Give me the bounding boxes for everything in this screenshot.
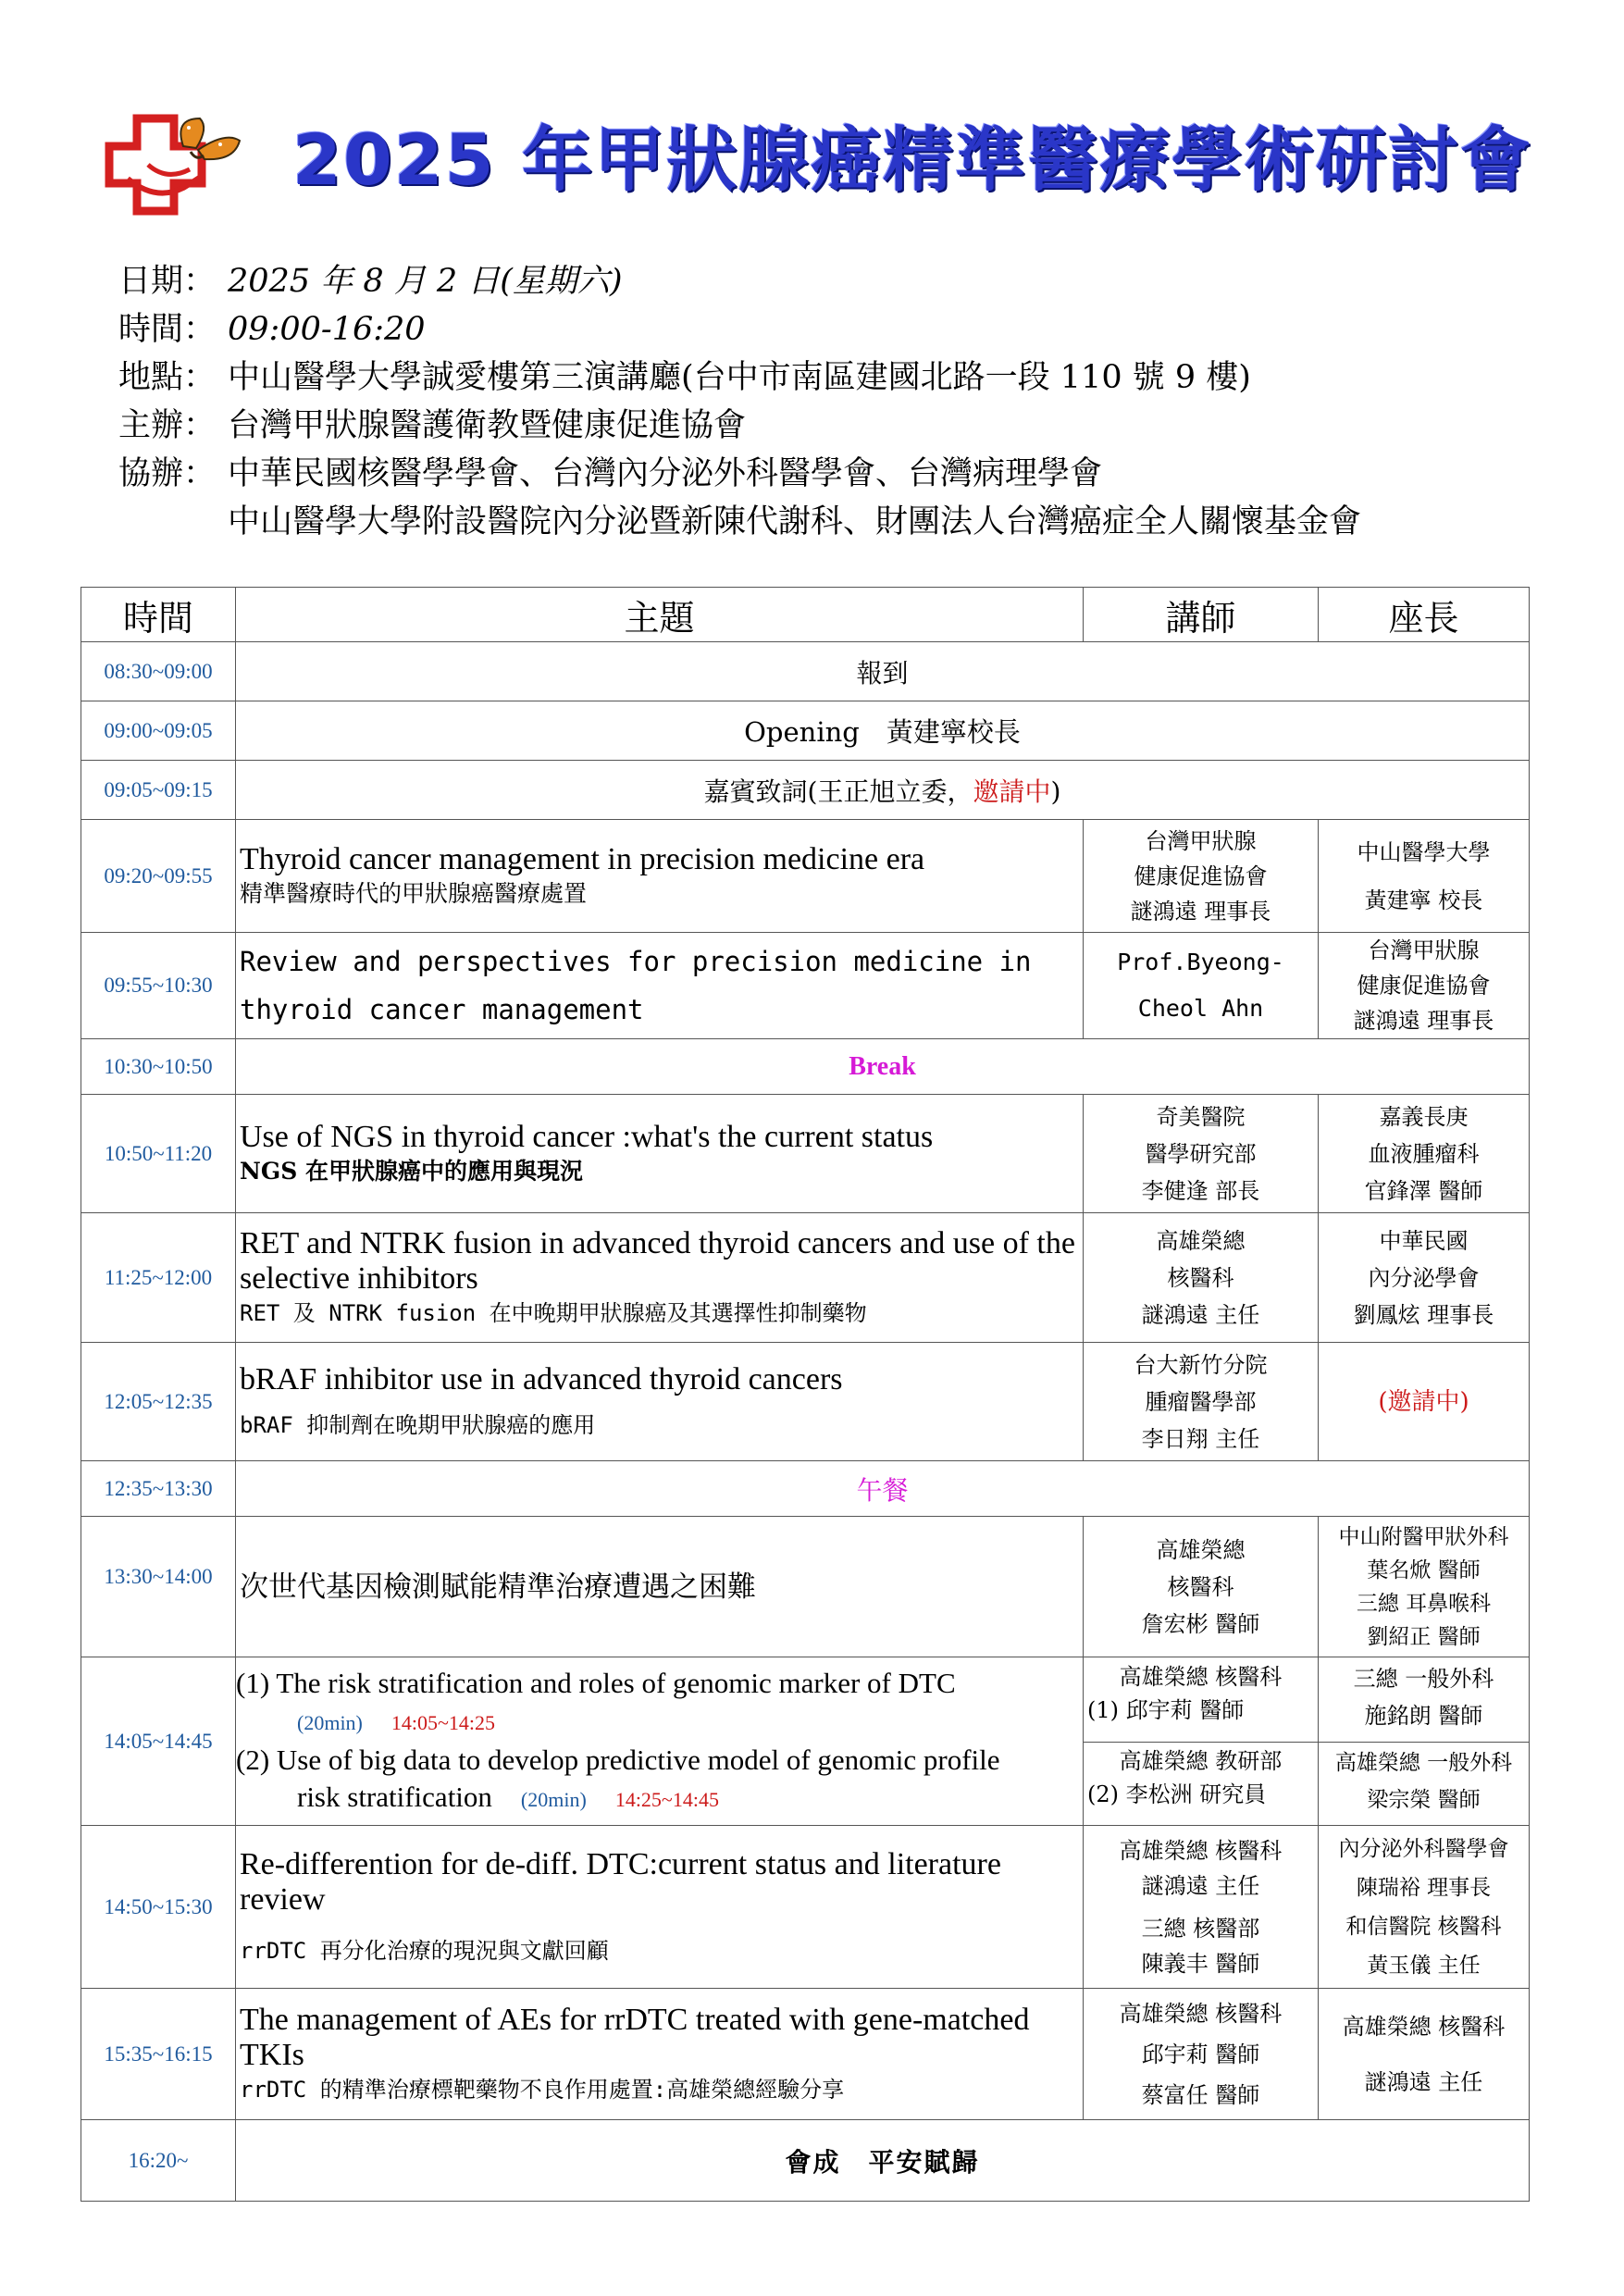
table-row — [81, 701, 1530, 761]
chair-line: 和信醫院 核醫科 — [1345, 1914, 1502, 1939]
chair-line: 官鋒澤 醫師 — [1364, 1177, 1483, 1204]
chair-line: 高雄榮總 一般外科 — [1334, 1751, 1513, 1775]
session-topic — [236, 761, 1530, 820]
speaker-cell — [1084, 820, 1319, 933]
table-row — [81, 1461, 1530, 1517]
session-topic — [236, 1826, 1084, 1989]
speaker-line: 醫學研究部 — [1145, 1140, 1257, 1167]
speaker-line: 李健逢 部長 — [1141, 1177, 1260, 1204]
session-time: 14:50~15:30 — [81, 1826, 236, 1989]
event-info — [118, 257, 1525, 546]
table-row — [81, 820, 1530, 933]
chair-2 — [1319, 1742, 1529, 1824]
greeting-close: ) — [1050, 776, 1061, 807]
speaker-line: 核醫科 — [1167, 1573, 1234, 1600]
chair-line: 嘉義長庚 — [1379, 1103, 1469, 1130]
topic-chinese: 精準醫療時代的甲狀腺癌醫療處置 — [240, 879, 588, 907]
speaker-cell — [1084, 1517, 1319, 1657]
session-time: 09:20~09:55 — [81, 820, 236, 933]
chair-line: 中山附醫甲狀外科 — [1338, 1524, 1509, 1549]
time-value: 09:00-16:20 — [228, 311, 426, 348]
session-time: 12:05~12:35 — [81, 1343, 236, 1461]
table-row — [81, 642, 1530, 701]
table-row — [81, 933, 1530, 1039]
speaker-line: 三總 核醫部 — [1141, 1915, 1260, 1942]
chair-cell — [1319, 1989, 1530, 2120]
session-topic — [236, 820, 1084, 933]
chair-line: 中山醫學大學 — [1357, 838, 1491, 865]
session-time: 09:00~09:05 — [81, 701, 236, 761]
session-topic — [236, 1657, 1084, 1826]
header-time: 時間 — [81, 588, 236, 642]
agenda-table — [81, 587, 1530, 2202]
chair-cell — [1319, 820, 1530, 933]
topic-chinese: rrDTC 再分化治療的現況與文獻回顧 — [240, 1937, 609, 1964]
session-topic: Opening 黃建寧校長 — [236, 701, 1530, 761]
session-topic: 報到 — [236, 642, 1530, 701]
subtopic-1-time: 14:05~14:25 — [391, 1710, 496, 1734]
subtopic-1: (1) The risk stratification and roles of genomic marker of DTC — [236, 1666, 956, 1699]
speaker-line: 台大新竹分院 — [1134, 1351, 1268, 1378]
date-value: 2025 年 8 月 2 日(星期六) — [228, 263, 623, 300]
co-host-label: 協辦： — [118, 455, 217, 492]
chair-line: 台灣甲狀腺 — [1368, 937, 1480, 963]
header-chair: 座長 — [1319, 588, 1530, 642]
session-time: 10:30~10:50 — [81, 1039, 236, 1095]
subtopic-2: (2) Use of big data to develop predictive model of genomic profile — [236, 1743, 1000, 1776]
topic-english: RET and NTRK fusion in advanced thyroid cancers and use of the selective inhibitors — [240, 1225, 1075, 1296]
chair-line: 劉鳳炫 理事長 — [1353, 1301, 1494, 1328]
session-time: 09:55~10:30 — [81, 933, 236, 1039]
chair-line: 陳瑞裕 理事長 — [1356, 1875, 1492, 1900]
topic-chinese: rrDTC 的精準治療標靶藥物不良作用處置:高雄榮總經驗分享 — [240, 2076, 845, 2103]
speaker-line: 腫瘤醫學部 — [1145, 1388, 1257, 1415]
topic-chinese: 次世代基因檢測賦能精準治療遭遇之困難 — [240, 1570, 756, 1604]
invited-text: 邀請中 — [973, 776, 1051, 807]
speaker-cell — [1084, 1095, 1319, 1213]
speaker-line: 高雄榮總 核醫科 — [1119, 2000, 1283, 2027]
speaker-line: 謎鴻遠 理事長 — [1130, 898, 1271, 925]
table-row — [81, 1343, 1530, 1461]
venue-label: 地點： — [118, 359, 217, 396]
speaker-line: 核醫科 — [1167, 1264, 1234, 1291]
subtopic-1-meta — [236, 1702, 1083, 1742]
co-host-value-1: 中華民國核醫學學會、台灣內分泌外科醫學會、台灣病理學會 — [228, 455, 1103, 492]
speaker-cell — [1084, 1343, 1319, 1461]
subtopic-2-time: 14:25~14:45 — [614, 1787, 719, 1811]
table-row — [81, 1095, 1530, 1213]
table-row — [81, 1826, 1530, 1989]
speaker-cell — [1084, 1213, 1319, 1343]
speaker-2 — [1084, 1742, 1318, 1824]
speaker-line: 邱宇莉 醫師 — [1141, 2041, 1260, 2067]
topic-english: The management of AEs for rrDTC treated with gene-matched TKIs — [240, 2002, 1030, 2072]
chair-line: 高雄榮總 核醫科 — [1342, 2013, 1506, 2040]
chair-line: 內分泌學會 — [1368, 1264, 1480, 1291]
chair-line: 三總 一般外科 — [1353, 1666, 1494, 1692]
session-time: 09:05~09:15 — [81, 761, 236, 820]
speaker-cell — [1084, 933, 1319, 1039]
closing-text: 會成 平安賦歸 — [236, 2120, 1530, 2202]
session-topic — [236, 1095, 1084, 1213]
topic-chinese: bRAF 抑制劑在晚期甲狀腺癌的應用 — [240, 1411, 596, 1438]
table-row — [81, 761, 1530, 820]
topic-english: Use of NGS in thyroid cancer :what's the current status — [240, 1119, 934, 1154]
chair-cell — [1319, 1517, 1530, 1657]
session-time: 10:50~11:20 — [81, 1095, 236, 1213]
speaker-line: 高雄榮總 教研部 — [1119, 1748, 1283, 1774]
session-time: 11:25~12:00 — [81, 1213, 236, 1343]
speaker-line: 謎鴻遠 主任 — [1141, 1301, 1260, 1328]
venue-row — [118, 354, 1525, 402]
session-time: 15:35~16:15 — [81, 1989, 236, 2120]
session-topic — [236, 1213, 1084, 1343]
time-label: 時間： — [118, 311, 217, 348]
chair-1 — [1319, 1658, 1529, 1742]
chair-line: 葉名焮 醫師 — [1367, 1558, 1481, 1582]
chair-line: 謎鴻遠 主任 — [1364, 2068, 1483, 2095]
speaker-line: (1) 邱宇莉 醫師 — [1087, 1697, 1245, 1723]
speaker-line: 蔡富任 醫師 — [1141, 2081, 1260, 2108]
speaker-line: 高雄榮總 — [1156, 1227, 1246, 1254]
break-label: Break — [236, 1039, 1530, 1095]
host-row — [118, 402, 1525, 450]
table-row — [81, 1657, 1530, 1826]
subtopic-1-duration: (20min) — [297, 1710, 363, 1734]
chair-line: 中華民國 — [1379, 1227, 1469, 1254]
subtopic-2-cont: risk stratification — [297, 1780, 492, 1813]
session-time: 13:30~14:00 — [81, 1517, 236, 1657]
session-time: 16:20~ — [81, 2120, 236, 2202]
host-value: 台灣甲狀腺醫護衛教暨健康促進協會 — [228, 407, 747, 444]
page-title: 2025 年甲狀腺癌精準醫療學術研討會 — [292, 118, 1532, 201]
speaker-line: 高雄榮總 核醫科 — [1119, 1837, 1283, 1864]
chair-line: 三總 耳鼻喉科 — [1356, 1591, 1492, 1616]
session-topic — [236, 1989, 1084, 2120]
session-time: 14:05~14:45 — [81, 1657, 236, 1826]
speaker-line: 陳義丰 醫師 — [1141, 1950, 1260, 1977]
speaker-cell — [1084, 1826, 1319, 1989]
chair-line: 健康促進協會 — [1357, 973, 1491, 999]
host-label: 主辦： — [118, 407, 217, 444]
speaker-line: Cheol Ahn — [1137, 995, 1264, 1022]
chair-cell — [1319, 1095, 1530, 1213]
speaker-cell — [1084, 1657, 1319, 1826]
speaker-line: (2) 李松洲 研究員 — [1087, 1781, 1267, 1807]
speaker-line: Prof.Byeong- — [1117, 949, 1284, 975]
speaker-line: 李日翔 主任 — [1141, 1425, 1260, 1452]
logo-cross-butterfly-icon — [100, 91, 248, 239]
chair-line: 黃建寧 校長 — [1364, 887, 1483, 913]
chair-cell — [1319, 1826, 1530, 1989]
co-host-value-2: 中山醫學大學附設醫院內分泌暨新陳代謝科、財團法人台灣癌症全人關懷基金會 — [228, 503, 1362, 540]
chair-line: 血液腫瘤科 — [1368, 1140, 1480, 1167]
session-topic — [236, 1517, 1084, 1657]
chair-invited: (邀請中) — [1319, 1343, 1530, 1461]
chair-cell — [1319, 1657, 1530, 1826]
topic-english: Review and perspectives for precision medicine in thyroid cancer management — [240, 946, 1032, 1025]
speaker-line: 詹宏彬 醫師 — [1141, 1610, 1260, 1637]
speaker-line: 台灣甲狀腺 — [1145, 827, 1257, 854]
table-row — [81, 1039, 1530, 1095]
chair-cell — [1319, 933, 1530, 1039]
chair-line: 梁宗榮 醫師 — [1367, 1788, 1481, 1812]
session-topic — [236, 1343, 1084, 1461]
chair-line: 施銘朗 醫師 — [1364, 1703, 1483, 1729]
speaker-line: 謎鴻遠 主任 — [1141, 1872, 1260, 1899]
date-label: 日期： — [118, 263, 217, 300]
speaker-line: 奇美醫院 — [1156, 1103, 1246, 1130]
speaker-1 — [1084, 1658, 1318, 1742]
chair-line: 內分泌外科醫學會 — [1338, 1836, 1509, 1861]
topic-english: Re-differention for de-diff. DTC:current status and literature review — [240, 1846, 1001, 1917]
chair-line: 黃玉儀 主任 — [1367, 1953, 1481, 1978]
venue-value: 中山醫學大學誠愛樓第三演講廳(台中市南區建國北路一段 110 號 9 樓) — [228, 359, 1251, 396]
session-topic — [236, 933, 1084, 1039]
speaker-cell — [1084, 1989, 1319, 2120]
table-row — [81, 1213, 1530, 1343]
topic-english: bRAF inhibitor use in advanced thyroid cancers — [240, 1361, 843, 1396]
chair-line: 謎鴻遠 理事長 — [1353, 1008, 1494, 1034]
speaker-line: 高雄榮總 核醫科 — [1119, 1664, 1283, 1690]
subtopic-2-meta — [236, 1779, 1083, 1818]
speaker-line: 高雄榮總 — [1156, 1536, 1246, 1563]
chair-line: 劉紹正 醫師 — [1367, 1624, 1481, 1649]
topic-english: Thyroid cancer management in precision medicine era — [240, 841, 925, 876]
header-topic: 主題 — [236, 588, 1084, 642]
table-row — [81, 2120, 1530, 2202]
table-row — [81, 1517, 1530, 1657]
header-speaker: 講師 — [1084, 588, 1319, 642]
session-time: 12:35~13:30 — [81, 1461, 236, 1517]
lunch-label: 午餐 — [236, 1461, 1530, 1517]
table-header-row — [81, 588, 1530, 642]
table-row — [81, 1989, 1530, 2120]
co-host-row — [118, 450, 1525, 498]
time-row — [118, 305, 1525, 354]
subtopic-2-duration: (20min) — [520, 1787, 587, 1811]
topic-chinese: RET 及 NTRK fusion 在中晚期甲狀腺癌及其選擇性抑制藥物 — [240, 1299, 867, 1326]
chair-cell — [1319, 1213, 1530, 1343]
greeting-text: 嘉賓致詞(王正旭立委， — [703, 776, 973, 807]
session-time: 08:30~09:00 — [81, 642, 236, 701]
speaker-line: 健康促進協會 — [1134, 863, 1268, 889]
date-row — [118, 257, 1525, 305]
topic-chinese: NGS 在甲狀腺癌中的應用與現況 — [240, 1157, 583, 1185]
